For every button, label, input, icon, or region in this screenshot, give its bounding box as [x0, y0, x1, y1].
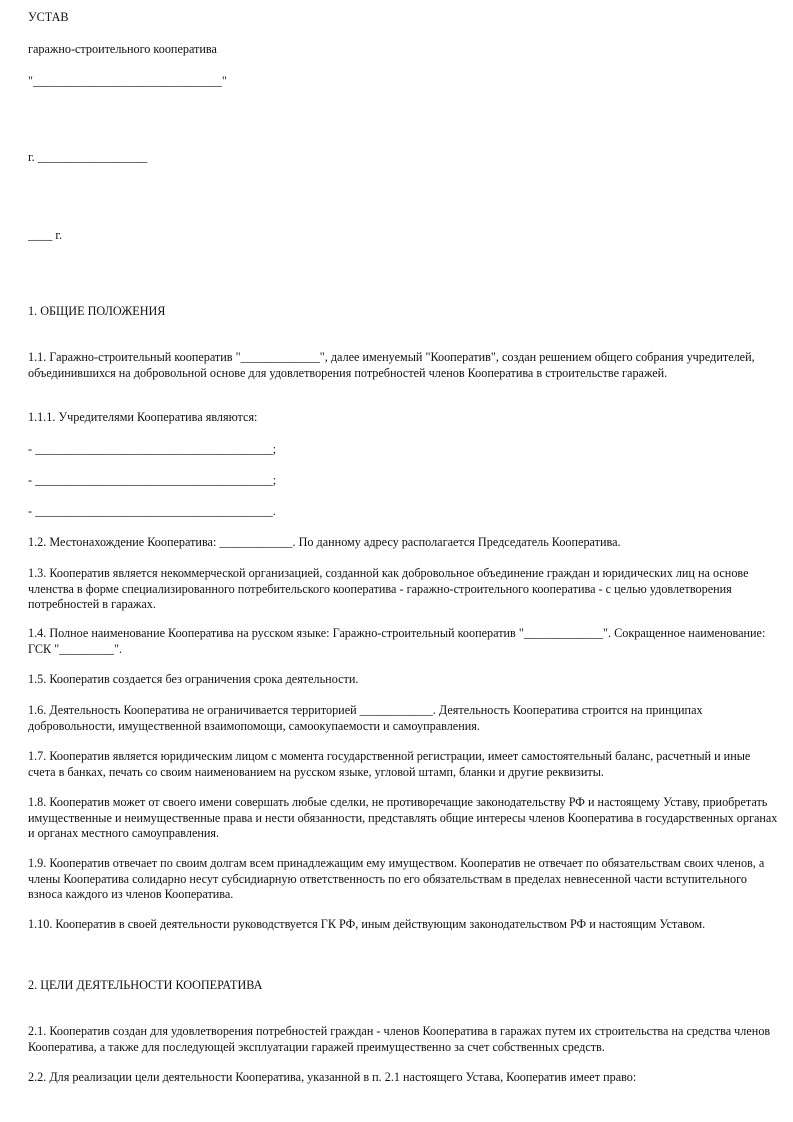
- section-1-heading: 1. ОБЩИЕ ПОЛОЖЕНИЯ: [28, 304, 166, 318]
- paragraph-1-1: 1.1. Гаражно-строительный кооператив "_____________", далее именуемый "Кооператив", создан решением общего собрания учредителей, объединившихся на добровольной основе для удовлетворения потребностей членов Кооператива в строительстве гаражей.: [28, 350, 758, 380]
- paragraph-1-4: 1.4. Полное наименование Кооператива на русском языке: Гаражно-строительный кооператив "_____________". Сокращенное наименование: ГСК "_________".: [28, 626, 769, 656]
- section-2-heading: 2. ЦЕЛИ ДЕЯТЕЛЬНОСТИ КООПЕРАТИВА: [28, 978, 263, 992]
- paragraph-2-2: 2.2. Для реализации цели деятельности Кооператива, указанной в п. 2.1 настоящего Устава, Кооператив имеет право:: [28, 1070, 637, 1084]
- paragraph-1-10: 1.10. Кооператив в своей деятельности руководствуется ГК РФ, иным действующим законодательством РФ и настоящим Уставом.: [28, 917, 706, 931]
- founder-line-2: - _______________________________________;: [28, 473, 277, 487]
- paragraph-1-3: 1.3. Кооператив является некоммерческой организацией, созданной как добровольное объединение граждан и юридических лиц на основе членства в форме специализированного потребительского кооператива - гаражно-строительного кооператива - с целью удовлетворения потребностей в гаражах.: [28, 566, 752, 611]
- city-line: г. __________________: [28, 150, 148, 164]
- cooperative-name-line: "_______________________________": [28, 74, 227, 88]
- founder-line-1: - _______________________________________;: [28, 442, 277, 456]
- paragraph-1-5: 1.5. Кооператив создается без ограничения срока деятельности.: [28, 672, 359, 686]
- paragraph-1-7: 1.7. Кооператив является юридическим лицом с момента государственной регистрации, имеет самостоятельный баланс, расчетный и иные счета в банках, печать со своим наименованием на русском языке, угловой штамп, бланки и другие реквизиты.: [28, 749, 754, 779]
- paragraph-2-1: 2.1. Кооператив создан для удовлетворения потребностей граждан - членов Кооператива в гаражах путем их строительства на средства членов Кооператива, а также для последующей эксплуатации гаражей преимущественно за счет собственных средств.: [28, 1024, 774, 1054]
- paragraph-1-6: 1.6. Деятельность Кооператива не ограничивается территорией ____________. Деятельность Кооператива строится на принципах добровольности, имущественной взаимопомощи, самоокупаемости и самоуправления.: [28, 703, 706, 733]
- founder-line-3: - _______________________________________.: [28, 504, 276, 518]
- paragraph-1-1-1: 1.1.1. Учредителями Кооператива являются:: [28, 410, 258, 424]
- date-line: ____ г.: [28, 228, 63, 242]
- document-title: УСТАВ: [28, 10, 69, 24]
- paragraph-1-9: 1.9. Кооператив отвечает по своим долгам всем принадлежащим ему имуществом. Кооператив не отвечает по обязательствам своих членов, а члены Кооператива солидарно несут субсидиарную ответственность по его обязательствам в пределах невнесенной части вступительного взноса каждого из членов Кооператива.: [28, 856, 768, 901]
- paragraph-1-2: 1.2. Местонахождение Кооператива: ____________. По данному адресу располагается Председатель Кооператива.: [28, 535, 621, 549]
- document-subtitle: гаражно-строительного кооператива: [28, 42, 217, 56]
- paragraph-1-8: 1.8. Кооператив может от своего имени совершать любые сделки, не противоречащие законодательству РФ и настоящему Уставу, приобретать имущественные и неимущественные права и нести обязанности, представлять общие интересы членов Кооператива в государственных органах и органах местного самоуправления.: [28, 795, 781, 840]
